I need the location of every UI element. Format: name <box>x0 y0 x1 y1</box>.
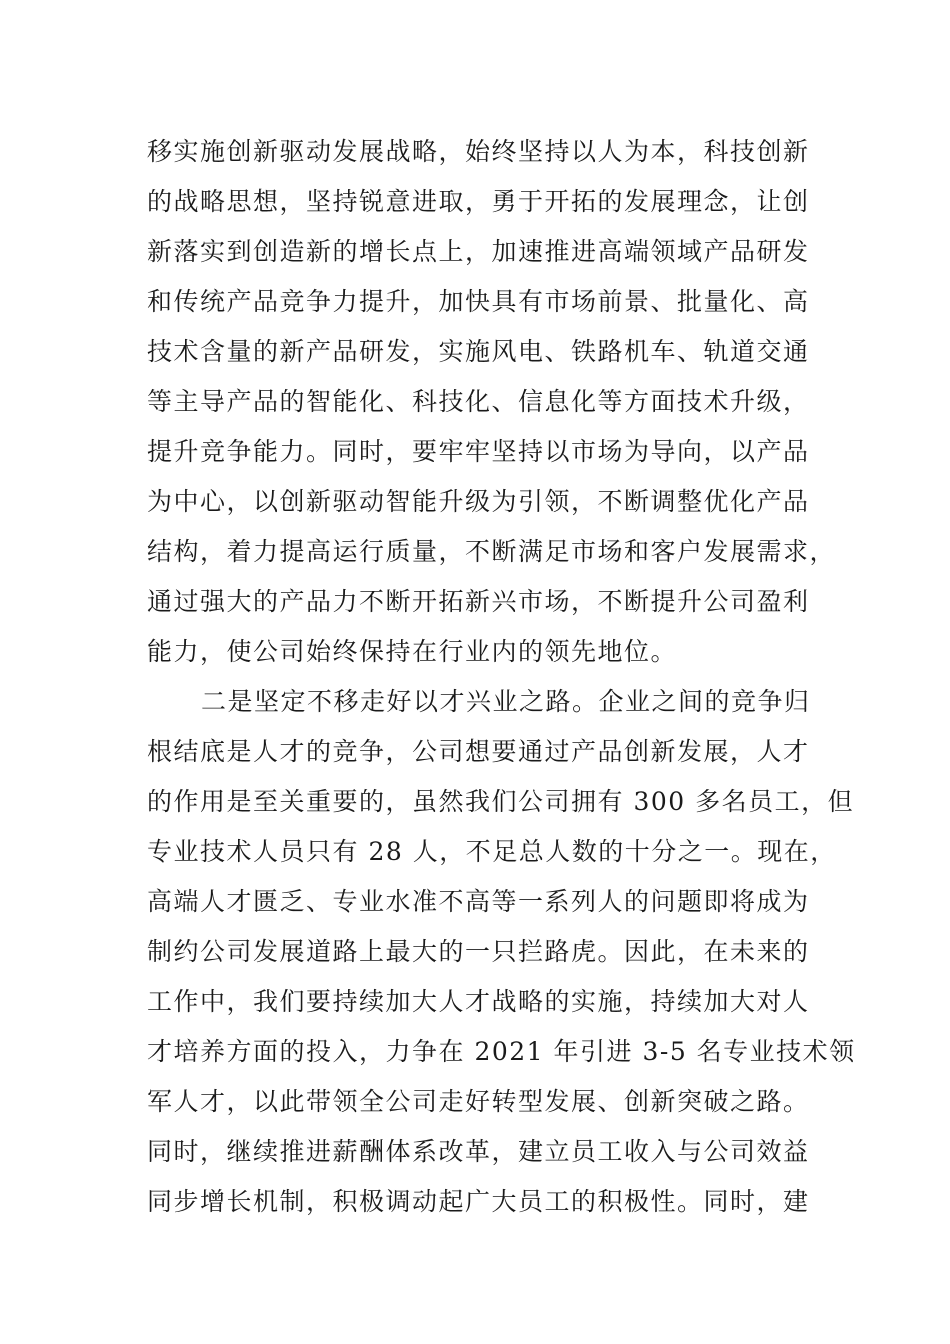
text-line: 能力，使公司始终保持在行业内的领先地位。 <box>147 637 678 666</box>
text-line: 新落实到创造新的增长点上，加速推进高端领域产品研发 <box>147 237 810 266</box>
text-line: 和传统产品竞争力提升，加快具有市场前景、批量化、高 <box>147 287 810 316</box>
text-line: 制约公司发展道路上最大的一只拦路虎。因此，在未来的 <box>147 937 810 966</box>
text-line: 根结底是人才的竞争，公司想要通过产品创新发展，人才 <box>147 737 810 766</box>
text-line: 通过强大的产品力不断开拓新兴市场，不断提升公司盈利 <box>147 587 810 616</box>
body-text <box>147 127 856 1227</box>
text-line: 同步增长机制，积极调动起广大员工的积极性。同时，建 <box>147 1187 810 1216</box>
text-line: 结构，着力提高运行质量，不断满足市场和客户发展需求， <box>147 537 837 566</box>
text-line: 技术含量的新产品研发，实施风电、铁路机车、轨道交通 <box>147 337 810 366</box>
text-line: 的作用是至关重要的，虽然我们公司拥有 300 多名员工，但 <box>147 787 855 816</box>
text-line: 同时，继续推进薪酬体系改革，建立员工收入与公司效益 <box>147 1137 810 1166</box>
text-line: 才培养方面的投入，力争在 2021 年引进 3-5 名专业技术领 <box>147 1037 856 1066</box>
text-line: 高端人才匮乏、专业水准不高等一系列人的问题即将成为 <box>147 887 810 916</box>
text-line: 专业技术人员只有 28 人，不足总人数的十分之一。现在， <box>147 837 837 866</box>
text-line: 移实施创新驱动发展战略，始终坚持以人为本，科技创新 <box>147 137 810 166</box>
text-line: 等主导产品的智能化、科技化、信息化等方面技术升级， <box>147 387 810 416</box>
text-line: 提升竞争能力。同时，要牢牢坚持以市场为导向，以产品 <box>147 437 810 466</box>
paragraph-start-line: 二是坚定不移走好以才兴业之路。企业之间的竞争归 <box>201 687 811 716</box>
text-line: 工作中，我们要持续加大人才战略的实施，持续加大对人 <box>147 987 810 1016</box>
text-line: 为中心，以创新驱动智能升级为引领，不断调整优化产品 <box>147 487 810 516</box>
text-line: 的战略思想，坚持锐意进取，勇于开拓的发展理念，让创 <box>147 187 810 216</box>
text-line: 军人才，以此带领全公司走好转型发展、创新突破之路。 <box>147 1087 810 1116</box>
